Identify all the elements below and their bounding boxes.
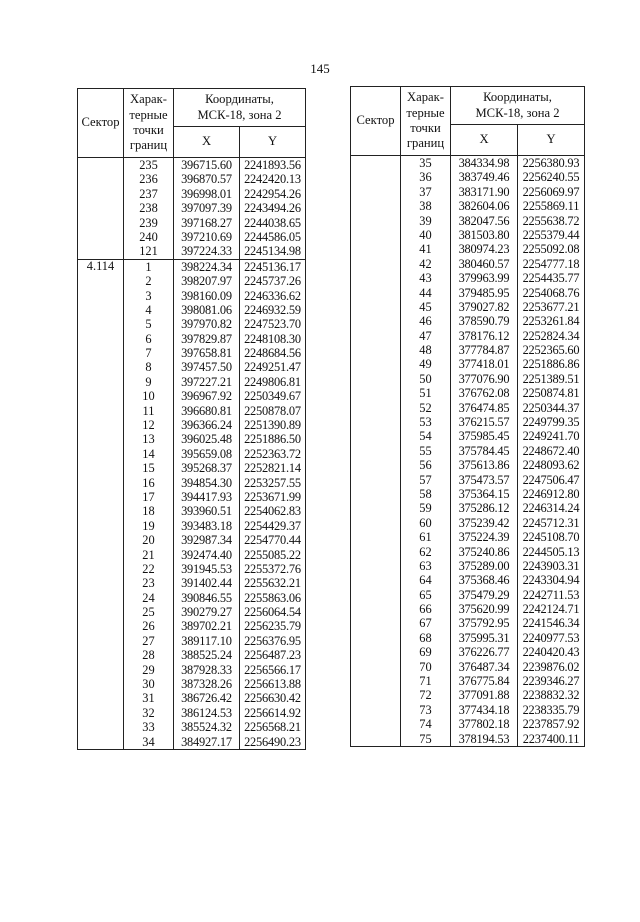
point-number-cell: 15 xyxy=(124,461,174,475)
point-number-cell: 45 xyxy=(401,300,451,314)
point-number-cell: 20 xyxy=(124,533,174,547)
y-cell: 2252824.34 xyxy=(518,329,585,343)
point-number-cell: 28 xyxy=(124,648,174,662)
y-cell: 2253261.84 xyxy=(518,314,585,328)
y-cell: 2237400.11 xyxy=(518,732,585,747)
sector-cell xyxy=(78,158,124,260)
point-number-cell: 51 xyxy=(401,386,451,400)
y-cell: 2248684.56 xyxy=(240,346,306,360)
x-cell: 390279.27 xyxy=(174,605,240,619)
x-cell: 396998.01 xyxy=(174,187,240,201)
y-cell: 2252821.14 xyxy=(240,461,306,475)
point-number-cell: 38 xyxy=(401,199,451,213)
x-cell: 389117.10 xyxy=(174,634,240,648)
coordinates-table-right xyxy=(350,86,585,747)
y-cell: 2247523.70 xyxy=(240,317,306,331)
point-number-cell: 46 xyxy=(401,314,451,328)
x-cell: 392474.40 xyxy=(174,548,240,562)
y-cell: 2255379.44 xyxy=(518,228,585,242)
x-cell: 397168.27 xyxy=(174,216,240,230)
x-cell: 375289.00 xyxy=(451,559,518,573)
y-cell: 2256490.23 xyxy=(240,735,306,750)
y-cell: 2251886.50 xyxy=(240,432,306,446)
point-number-cell: 62 xyxy=(401,545,451,559)
x-cell: 397970.82 xyxy=(174,317,240,331)
x-cell: 377434.18 xyxy=(451,703,518,717)
point-number-cell: 235 xyxy=(124,158,174,173)
x-cell: 376487.34 xyxy=(451,660,518,674)
y-cell: 2250349.67 xyxy=(240,389,306,403)
y-header: Y xyxy=(518,125,585,156)
point-header-line: точки xyxy=(410,121,441,135)
point-number-cell: 16 xyxy=(124,476,174,490)
x-cell: 392987.34 xyxy=(174,533,240,547)
coords-header-line: Координаты, xyxy=(205,92,274,107)
x-cell: 376226.77 xyxy=(451,645,518,659)
point-number-cell: 35 xyxy=(401,156,451,171)
x-cell: 375239.42 xyxy=(451,516,518,530)
point-number-cell: 121 xyxy=(124,244,174,259)
point-header-line: терные xyxy=(129,107,168,122)
y-cell: 2241546.34 xyxy=(518,617,585,631)
x-cell: 379963.99 xyxy=(451,271,518,285)
point-number-cell: 58 xyxy=(401,487,451,501)
y-cell: 2239876.02 xyxy=(518,660,585,674)
point-number-cell: 17 xyxy=(124,490,174,504)
y-cell: 2253257.55 xyxy=(240,476,306,490)
y-cell: 2254777.18 xyxy=(518,257,585,271)
x-cell: 391945.53 xyxy=(174,562,240,576)
point-number-cell: 47 xyxy=(401,329,451,343)
x-cell: 394417.93 xyxy=(174,490,240,504)
x-cell: 396025.48 xyxy=(174,432,240,446)
sector-cell xyxy=(351,156,401,747)
x-cell: 375985.45 xyxy=(451,429,518,443)
point-number-cell: 34 xyxy=(124,735,174,750)
x-cell: 398224.34 xyxy=(174,259,240,274)
y-header: Y xyxy=(240,127,306,158)
point-number-cell: 72 xyxy=(401,688,451,702)
y-cell: 2251886.86 xyxy=(518,357,585,371)
y-cell: 2244586.05 xyxy=(240,230,306,244)
y-cell: 2245737.26 xyxy=(240,274,306,288)
point-number-cell: 63 xyxy=(401,559,451,573)
y-cell: 2245134.98 xyxy=(240,244,306,259)
x-cell: 390846.55 xyxy=(174,591,240,605)
point-number-cell: 70 xyxy=(401,660,451,674)
point-number-cell: 60 xyxy=(401,516,451,530)
point-number-cell: 8 xyxy=(124,360,174,374)
point-number-cell: 13 xyxy=(124,432,174,446)
y-cell: 2254062.83 xyxy=(240,504,306,518)
x-cell: 377091.88 xyxy=(451,688,518,702)
point-number-cell: 31 xyxy=(124,691,174,705)
x-cell: 393960.51 xyxy=(174,504,240,518)
x-header: X xyxy=(174,127,240,158)
y-cell: 2255372.76 xyxy=(240,562,306,576)
y-cell: 2244505.13 xyxy=(518,545,585,559)
x-cell: 379027.82 xyxy=(451,300,518,314)
point-number-cell: 61 xyxy=(401,530,451,544)
point-number-cell: 43 xyxy=(401,271,451,285)
point-number-cell: 4 xyxy=(124,303,174,317)
point-number-cell: 19 xyxy=(124,519,174,533)
y-cell: 2255092.08 xyxy=(518,242,585,256)
x-cell: 378590.79 xyxy=(451,314,518,328)
point-number-cell: 55 xyxy=(401,444,451,458)
point-number-cell: 65 xyxy=(401,588,451,602)
y-cell: 2254435.77 xyxy=(518,271,585,285)
y-cell: 2243304.94 xyxy=(518,573,585,587)
x-cell: 382047.56 xyxy=(451,214,518,228)
point-number-cell: 12 xyxy=(124,418,174,432)
y-cell: 2249799.35 xyxy=(518,415,585,429)
x-cell: 375368.46 xyxy=(451,573,518,587)
point-number-cell: 10 xyxy=(124,389,174,403)
point-number-cell: 239 xyxy=(124,216,174,230)
y-cell: 2247506.47 xyxy=(518,473,585,487)
x-cell: 377802.18 xyxy=(451,717,518,731)
point-number-cell: 23 xyxy=(124,576,174,590)
x-cell: 397658.81 xyxy=(174,346,240,360)
x-cell: 389702.21 xyxy=(174,620,240,634)
x-cell: 396715.60 xyxy=(174,158,240,173)
y-cell: 2243494.26 xyxy=(240,201,306,215)
y-cell: 2245136.17 xyxy=(240,259,306,274)
point-number-cell: 21 xyxy=(124,548,174,562)
x-cell: 396967.92 xyxy=(174,389,240,403)
point-number-cell: 41 xyxy=(401,242,451,256)
y-cell: 2255638.72 xyxy=(518,214,585,228)
x-cell: 376762.08 xyxy=(451,386,518,400)
point-header-line: Харак- xyxy=(407,90,444,105)
coords-header-line: МСК-18, зона 2 xyxy=(197,107,282,122)
point-number-cell: 68 xyxy=(401,631,451,645)
table-row xyxy=(78,158,306,173)
point-header-line: Харак- xyxy=(130,92,167,107)
x-cell: 380460.57 xyxy=(451,257,518,271)
x-cell: 379485.95 xyxy=(451,286,518,300)
coords-header xyxy=(451,87,585,125)
y-cell: 2250874.81 xyxy=(518,386,585,400)
point-number-cell: 25 xyxy=(124,605,174,619)
x-cell: 396366.24 xyxy=(174,418,240,432)
point-number-cell: 54 xyxy=(401,429,451,443)
y-cell: 2256566.17 xyxy=(240,663,306,677)
point-number-cell: 53 xyxy=(401,415,451,429)
x-cell: 397224.33 xyxy=(174,244,240,259)
y-cell: 2242711.53 xyxy=(518,588,585,602)
table-row xyxy=(78,259,306,274)
point-number-cell: 37 xyxy=(401,185,451,199)
y-cell: 2252363.72 xyxy=(240,447,306,461)
point-number-cell: 3 xyxy=(124,289,174,303)
x-cell: 397227.21 xyxy=(174,375,240,389)
table-header xyxy=(78,89,306,158)
x-cell: 387928.33 xyxy=(174,663,240,677)
x-cell: 384334.98 xyxy=(451,156,518,171)
y-cell: 2254068.76 xyxy=(518,286,585,300)
x-cell: 378194.53 xyxy=(451,732,518,747)
point-number-cell: 18 xyxy=(124,504,174,518)
x-cell: 375479.29 xyxy=(451,588,518,602)
y-cell: 2248093.62 xyxy=(518,458,585,472)
y-cell: 2238335.79 xyxy=(518,703,585,717)
point-number-cell: 40 xyxy=(401,228,451,242)
coordinates-table-left xyxy=(77,88,306,750)
y-cell: 2256380.93 xyxy=(518,156,585,171)
y-cell: 2242954.26 xyxy=(240,187,306,201)
table-row xyxy=(351,156,585,171)
table-body xyxy=(78,158,306,750)
y-cell: 2254429.37 xyxy=(240,519,306,533)
x-cell: 397457.50 xyxy=(174,360,240,374)
y-cell: 2254770.44 xyxy=(240,533,306,547)
point-header-line: терные xyxy=(406,105,445,120)
x-cell: 386726.42 xyxy=(174,691,240,705)
x-cell: 385524.32 xyxy=(174,720,240,734)
point-number-cell: 74 xyxy=(401,717,451,731)
y-cell: 2246932.59 xyxy=(240,303,306,317)
point-header-line: границ xyxy=(406,136,445,151)
y-cell: 2240420.43 xyxy=(518,645,585,659)
point-header-line: границ xyxy=(129,138,168,153)
y-cell: 2256487.23 xyxy=(240,648,306,662)
point-number-cell: 42 xyxy=(401,257,451,271)
x-cell: 398160.09 xyxy=(174,289,240,303)
point-number-cell: 237 xyxy=(124,187,174,201)
x-cell: 391402.44 xyxy=(174,576,240,590)
x-cell: 397210.69 xyxy=(174,230,240,244)
x-header: X xyxy=(451,125,518,156)
y-cell: 2248672.40 xyxy=(518,444,585,458)
y-cell: 2256614.92 xyxy=(240,706,306,720)
y-cell: 2249241.70 xyxy=(518,429,585,443)
x-cell: 375286.12 xyxy=(451,501,518,515)
x-cell: 382604.06 xyxy=(451,199,518,213)
y-cell: 2252365.60 xyxy=(518,343,585,357)
point-number-cell: 9 xyxy=(124,375,174,389)
x-cell: 381503.80 xyxy=(451,228,518,242)
y-cell: 2245108.70 xyxy=(518,530,585,544)
x-cell: 375473.57 xyxy=(451,473,518,487)
point-number-cell: 73 xyxy=(401,703,451,717)
y-cell: 2256630.42 xyxy=(240,691,306,705)
y-cell: 2237857.92 xyxy=(518,717,585,731)
x-cell: 384927.17 xyxy=(174,735,240,750)
point-header xyxy=(401,87,451,156)
point-number-cell: 236 xyxy=(124,172,174,186)
y-cell: 2256064.54 xyxy=(240,605,306,619)
table-body xyxy=(351,156,585,747)
point-number-cell: 48 xyxy=(401,343,451,357)
y-cell: 2246912.80 xyxy=(518,487,585,501)
x-cell: 388525.24 xyxy=(174,648,240,662)
y-cell: 2250344.37 xyxy=(518,401,585,415)
point-number-cell: 57 xyxy=(401,473,451,487)
y-cell: 2243903.31 xyxy=(518,559,585,573)
x-cell: 398081.06 xyxy=(174,303,240,317)
y-cell: 2255869.11 xyxy=(518,199,585,213)
point-number-cell: 44 xyxy=(401,286,451,300)
point-number-cell: 67 xyxy=(401,617,451,631)
y-cell: 2250878.07 xyxy=(240,404,306,418)
point-number-cell: 24 xyxy=(124,591,174,605)
sector-cell: 4.114 xyxy=(78,259,124,749)
y-cell: 2251389.51 xyxy=(518,372,585,386)
point-number-cell: 27 xyxy=(124,634,174,648)
point-number-cell: 22 xyxy=(124,562,174,576)
page-number: 145 xyxy=(310,61,330,76)
x-cell: 375240.86 xyxy=(451,545,518,559)
x-cell: 376215.57 xyxy=(451,415,518,429)
y-cell: 2253677.21 xyxy=(518,300,585,314)
y-cell: 2255085.22 xyxy=(240,548,306,562)
point-number-cell: 26 xyxy=(124,620,174,634)
x-cell: 377076.90 xyxy=(451,372,518,386)
point-number-cell: 30 xyxy=(124,677,174,691)
x-cell: 375620.99 xyxy=(451,602,518,616)
point-header-line: точки xyxy=(133,123,164,137)
point-number-cell: 71 xyxy=(401,674,451,688)
y-cell: 2256376.95 xyxy=(240,634,306,648)
point-number-cell: 52 xyxy=(401,401,451,415)
table-header xyxy=(351,87,585,156)
point-number-cell: 29 xyxy=(124,663,174,677)
y-cell: 2241893.56 xyxy=(240,158,306,173)
y-cell: 2256568.21 xyxy=(240,720,306,734)
y-cell: 2242420.13 xyxy=(240,172,306,186)
y-cell: 2255863.06 xyxy=(240,591,306,605)
x-cell: 378176.12 xyxy=(451,329,518,343)
y-cell: 2248108.30 xyxy=(240,332,306,346)
point-number-cell: 66 xyxy=(401,602,451,616)
y-cell: 2245712.31 xyxy=(518,516,585,530)
sector-header: Сектор xyxy=(78,89,124,158)
y-cell: 2249251.47 xyxy=(240,360,306,374)
x-cell: 397829.87 xyxy=(174,332,240,346)
x-cell: 375613.86 xyxy=(451,458,518,472)
point-number-cell: 50 xyxy=(401,372,451,386)
point-number-cell: 11 xyxy=(124,404,174,418)
point-number-cell: 6 xyxy=(124,332,174,346)
coords-header xyxy=(174,89,306,127)
point-number-cell: 56 xyxy=(401,458,451,472)
x-cell: 380974.23 xyxy=(451,242,518,256)
point-number-cell: 33 xyxy=(124,720,174,734)
y-cell: 2242124.71 xyxy=(518,602,585,616)
x-cell: 395268.37 xyxy=(174,461,240,475)
x-cell: 394854.30 xyxy=(174,476,240,490)
point-number-cell: 7 xyxy=(124,346,174,360)
x-cell: 376474.85 xyxy=(451,401,518,415)
x-cell: 398207.97 xyxy=(174,274,240,288)
point-number-cell: 238 xyxy=(124,201,174,215)
y-cell: 2244038.65 xyxy=(240,216,306,230)
point-number-cell: 39 xyxy=(401,214,451,228)
x-cell: 396870.57 xyxy=(174,172,240,186)
y-cell: 2256613.88 xyxy=(240,677,306,691)
y-cell: 2240977.53 xyxy=(518,631,585,645)
x-cell: 383171.90 xyxy=(451,185,518,199)
point-number-cell: 75 xyxy=(401,732,451,747)
y-cell: 2253671.99 xyxy=(240,490,306,504)
y-cell: 2251390.89 xyxy=(240,418,306,432)
x-cell: 377418.01 xyxy=(451,357,518,371)
y-cell: 2256069.97 xyxy=(518,185,585,199)
coords-header-line: МСК-18, зона 2 xyxy=(475,105,560,120)
x-cell: 387328.26 xyxy=(174,677,240,691)
x-cell: 375224.39 xyxy=(451,530,518,544)
x-cell: 376775.84 xyxy=(451,674,518,688)
point-number-cell: 240 xyxy=(124,230,174,244)
point-number-cell: 69 xyxy=(401,645,451,659)
x-cell: 386124.53 xyxy=(174,706,240,720)
coords-header-line: Координаты, xyxy=(483,90,552,105)
x-cell: 375792.95 xyxy=(451,617,518,631)
x-cell: 395659.08 xyxy=(174,447,240,461)
point-number-cell: 1 xyxy=(124,259,174,274)
x-cell: 375995.31 xyxy=(451,631,518,645)
sector-header: Сектор xyxy=(351,87,401,156)
point-number-cell: 14 xyxy=(124,447,174,461)
point-number-cell: 49 xyxy=(401,357,451,371)
y-cell: 2239346.27 xyxy=(518,674,585,688)
x-cell: 393483.18 xyxy=(174,519,240,533)
x-cell: 375364.15 xyxy=(451,487,518,501)
point-header xyxy=(124,89,174,158)
point-number-cell: 64 xyxy=(401,573,451,587)
y-cell: 2246314.24 xyxy=(518,501,585,515)
x-cell: 377784.87 xyxy=(451,343,518,357)
x-cell: 396680.81 xyxy=(174,404,240,418)
point-number-cell: 59 xyxy=(401,501,451,515)
x-cell: 383749.46 xyxy=(451,170,518,184)
y-cell: 2246336.62 xyxy=(240,289,306,303)
point-number-cell: 5 xyxy=(124,317,174,331)
x-cell: 397097.39 xyxy=(174,201,240,215)
y-cell: 2256240.55 xyxy=(518,170,585,184)
y-cell: 2238832.32 xyxy=(518,688,585,702)
y-cell: 2255632.21 xyxy=(240,576,306,590)
point-number-cell: 36 xyxy=(401,170,451,184)
point-number-cell: 32 xyxy=(124,706,174,720)
y-cell: 2249806.81 xyxy=(240,375,306,389)
x-cell: 375784.45 xyxy=(451,444,518,458)
point-number-cell: 2 xyxy=(124,274,174,288)
y-cell: 2256235.79 xyxy=(240,620,306,634)
